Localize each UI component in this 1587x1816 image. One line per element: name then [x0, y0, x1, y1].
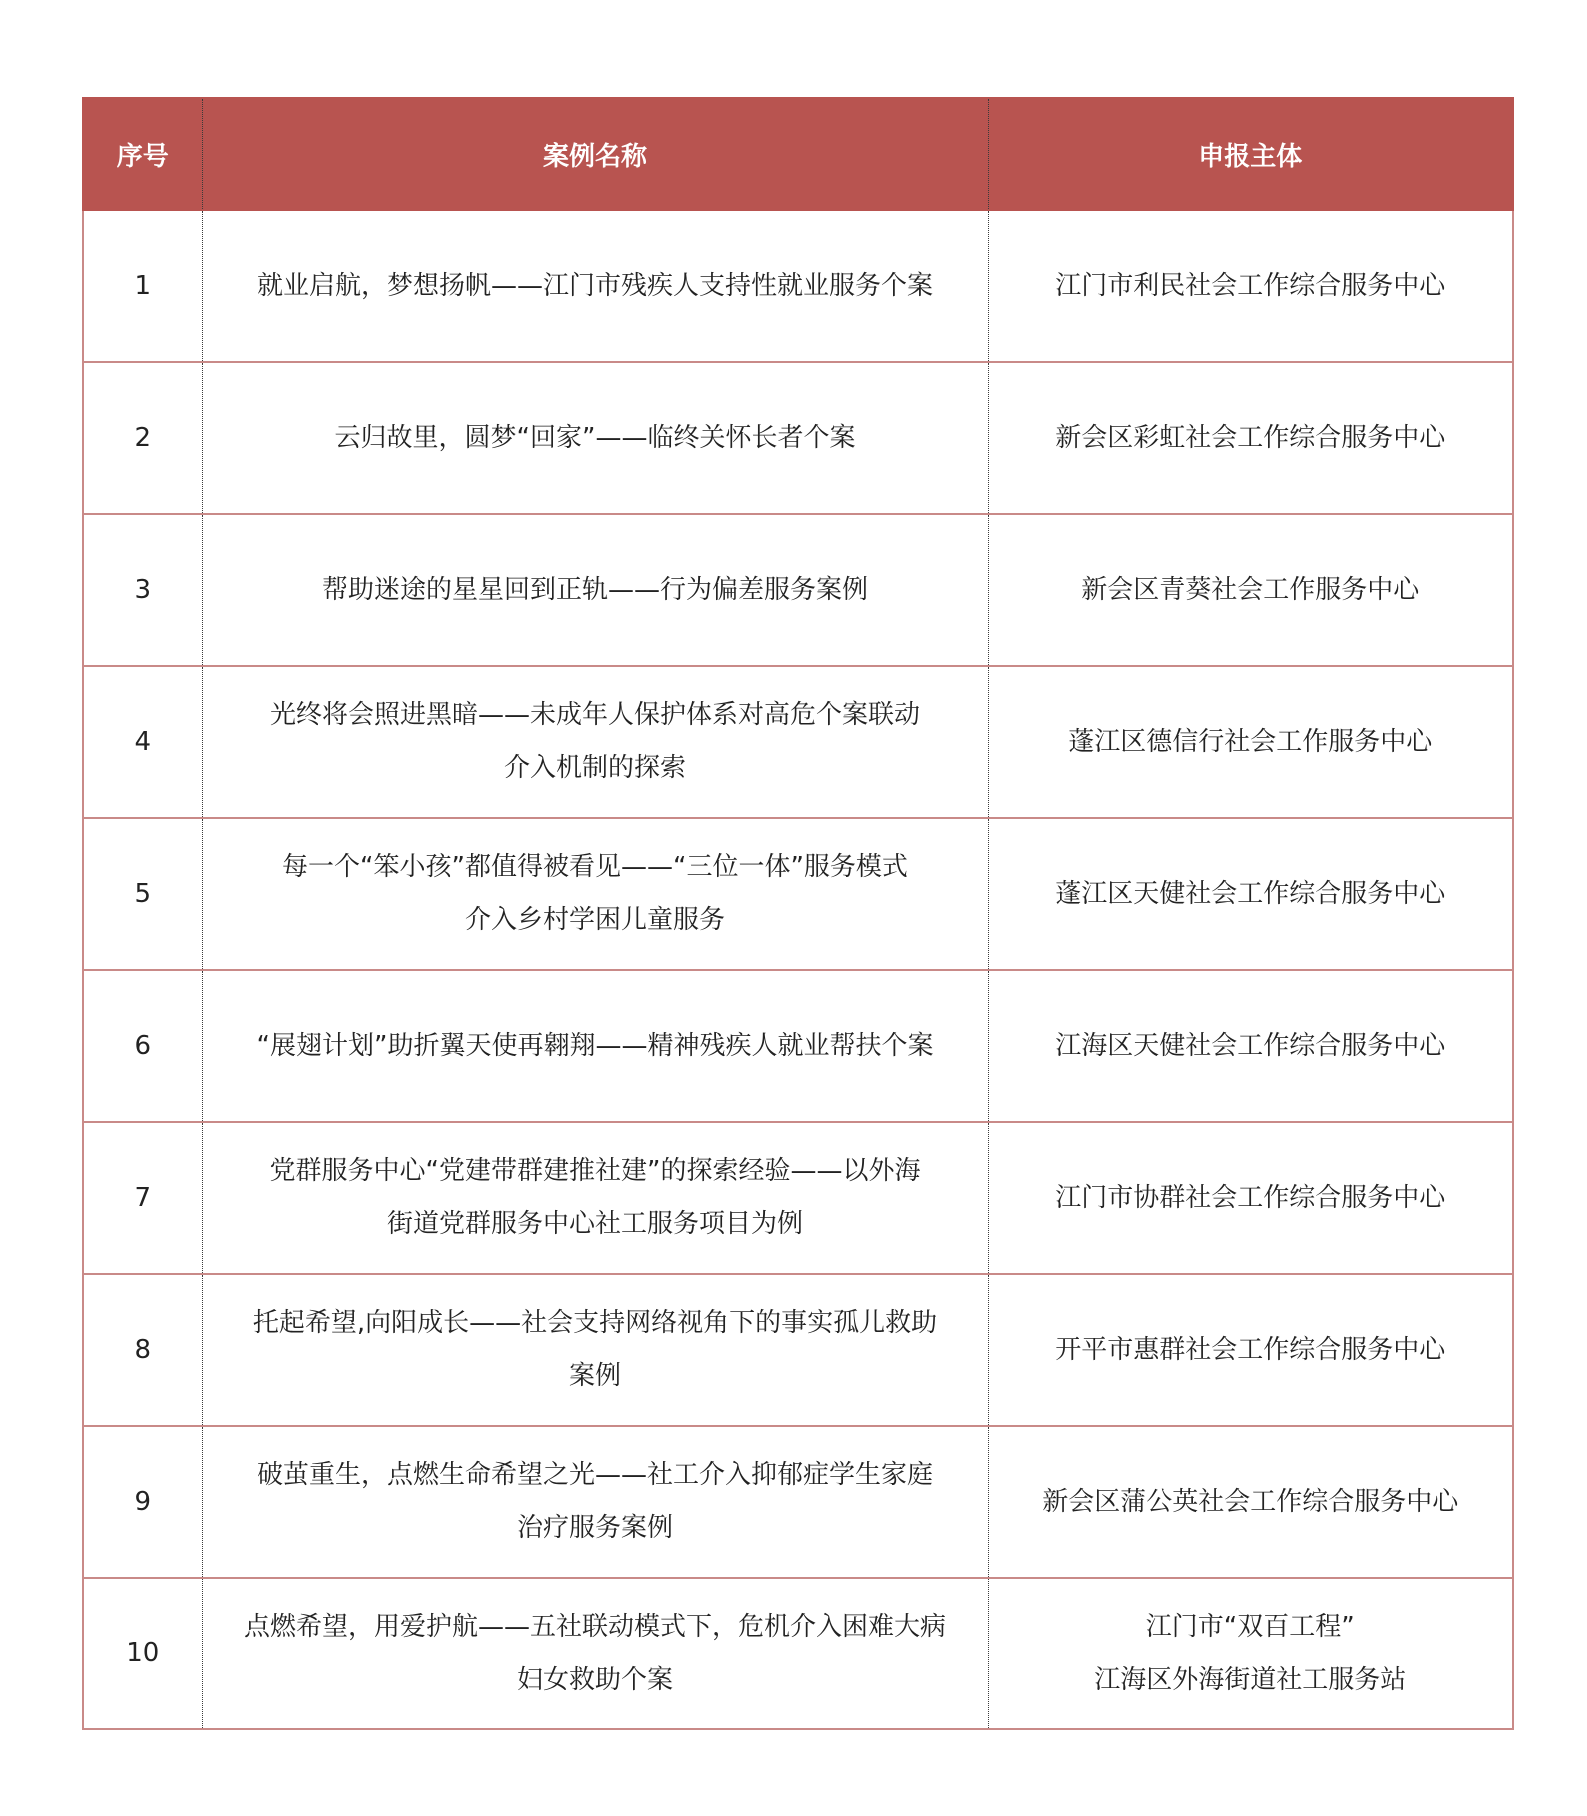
- row-case-name: [202, 1426, 988, 1578]
- table-row: [83, 818, 1513, 970]
- case-name-line: 托起希望,向阳成长——社会支持网络视角下的事实孤儿救助: [252, 1308, 938, 1338]
- header-index: 序号: [83, 98, 202, 210]
- table-header: [83, 98, 1513, 210]
- case-name-line: 案例: [568, 1361, 621, 1391]
- row-organization: [988, 1274, 1513, 1426]
- row-index: 8: [83, 1274, 202, 1426]
- row-organization: [988, 362, 1513, 514]
- header-row: [83, 98, 1513, 210]
- row-case-name: [202, 970, 988, 1122]
- case-name-line: 介入机制的探索: [503, 753, 686, 783]
- organization-line: 新会区彩虹社会工作综合服务中心: [1055, 422, 1446, 453]
- organization-line: 蓬江区天健社会工作综合服务中心: [1055, 878, 1446, 909]
- table-row: [83, 1274, 1513, 1426]
- row-organization: [988, 1578, 1513, 1729]
- row-case-name: [202, 210, 988, 362]
- case-name-line: “展翅计划”助折翼天使再翱翔——精神残疾人就业帮扶个案: [256, 1030, 934, 1061]
- table-row: [83, 362, 1513, 514]
- row-case-name: [202, 666, 988, 818]
- case-list-table-container: [82, 97, 1512, 1730]
- row-case-name: [202, 362, 988, 514]
- row-organization: [988, 1426, 1513, 1578]
- row-case-name: [202, 1274, 988, 1426]
- organization-line: 江门市协群社会工作综合服务中心: [1055, 1182, 1446, 1213]
- case-name-line: 党群服务中心“党建带群建推社建”的探索经验——以外海: [269, 1156, 921, 1186]
- row-index: 5: [83, 818, 202, 970]
- row-index: 10: [83, 1578, 202, 1729]
- table-row: [83, 1122, 1513, 1274]
- row-organization: [988, 514, 1513, 666]
- case-name-line: 妇女救助个案: [516, 1664, 673, 1695]
- row-organization: [988, 818, 1513, 970]
- case-name-line: 介入乡村学困儿童服务: [464, 905, 725, 935]
- row-case-name: [202, 818, 988, 970]
- row-index: 3: [83, 514, 202, 666]
- table-row: [83, 1426, 1513, 1578]
- row-index: 4: [83, 666, 202, 818]
- case-name-line: 帮助迷途的星星回到正轨——行为偏差服务案例: [321, 574, 868, 605]
- row-organization: [988, 210, 1513, 362]
- case-name-line: 街道党群服务中心社工服务项目为例: [386, 1209, 803, 1239]
- organization-line: 江门市利民社会工作综合服务中心: [1055, 270, 1446, 301]
- row-organization: [988, 666, 1513, 818]
- table-row: [83, 970, 1513, 1122]
- row-index: 6: [83, 970, 202, 1122]
- case-name-line: 就业启航，梦想扬帆——江门市残疾人支持性就业服务个案: [256, 270, 933, 301]
- organization-line: 江门市“双百工程”: [1145, 1611, 1355, 1642]
- row-index: 1: [83, 210, 202, 362]
- organization-line: 江海区天健社会工作综合服务中心: [1055, 1030, 1446, 1061]
- row-organization: [988, 1122, 1513, 1274]
- table-row: [83, 210, 1513, 362]
- table-row: [83, 514, 1513, 666]
- row-case-name: [202, 1122, 988, 1274]
- case-name-line: 光终将会照进黑暗——未成年人保护体系对高危个案联动: [269, 700, 920, 730]
- case-name-line: 破茧重生，点燃生命希望之光——社工介入抑郁症学生家庭: [256, 1460, 933, 1490]
- row-case-name: [202, 514, 988, 666]
- organization-line: 蓬江区德信行社会工作服务中心: [1068, 726, 1433, 757]
- case-list-table: [82, 97, 1514, 1730]
- header-organization: 申报主体: [988, 98, 1513, 210]
- table-row: [83, 666, 1513, 818]
- row-index: 9: [83, 1426, 202, 1578]
- header-case-name: 案例名称: [202, 98, 988, 210]
- case-name-line: 治疗服务案例: [516, 1513, 673, 1543]
- case-name-line: 每一个“笨小孩”都值得被看见——“三位一体”服务模式: [282, 852, 908, 882]
- row-index: 2: [83, 362, 202, 514]
- table-row: [83, 1578, 1513, 1729]
- row-case-name: [202, 1578, 988, 1729]
- organization-line: 新会区蒲公英社会工作综合服务中心: [1042, 1486, 1459, 1517]
- organization-line: 江海区外海街道社工服务站: [1094, 1664, 1407, 1695]
- case-name-line: 点燃希望，用爱护航——五社联动模式下，危机介入困难大病: [243, 1611, 946, 1642]
- organization-line: 开平市惠群社会工作综合服务中心: [1055, 1334, 1446, 1365]
- table-body: [83, 210, 1513, 1729]
- case-name-line: 云归故里，圆梦“回家”——临终关怀长者个案: [334, 422, 856, 453]
- row-organization: [988, 970, 1513, 1122]
- organization-line: 新会区青葵社会工作服务中心: [1081, 574, 1420, 605]
- row-index: 7: [83, 1122, 202, 1274]
